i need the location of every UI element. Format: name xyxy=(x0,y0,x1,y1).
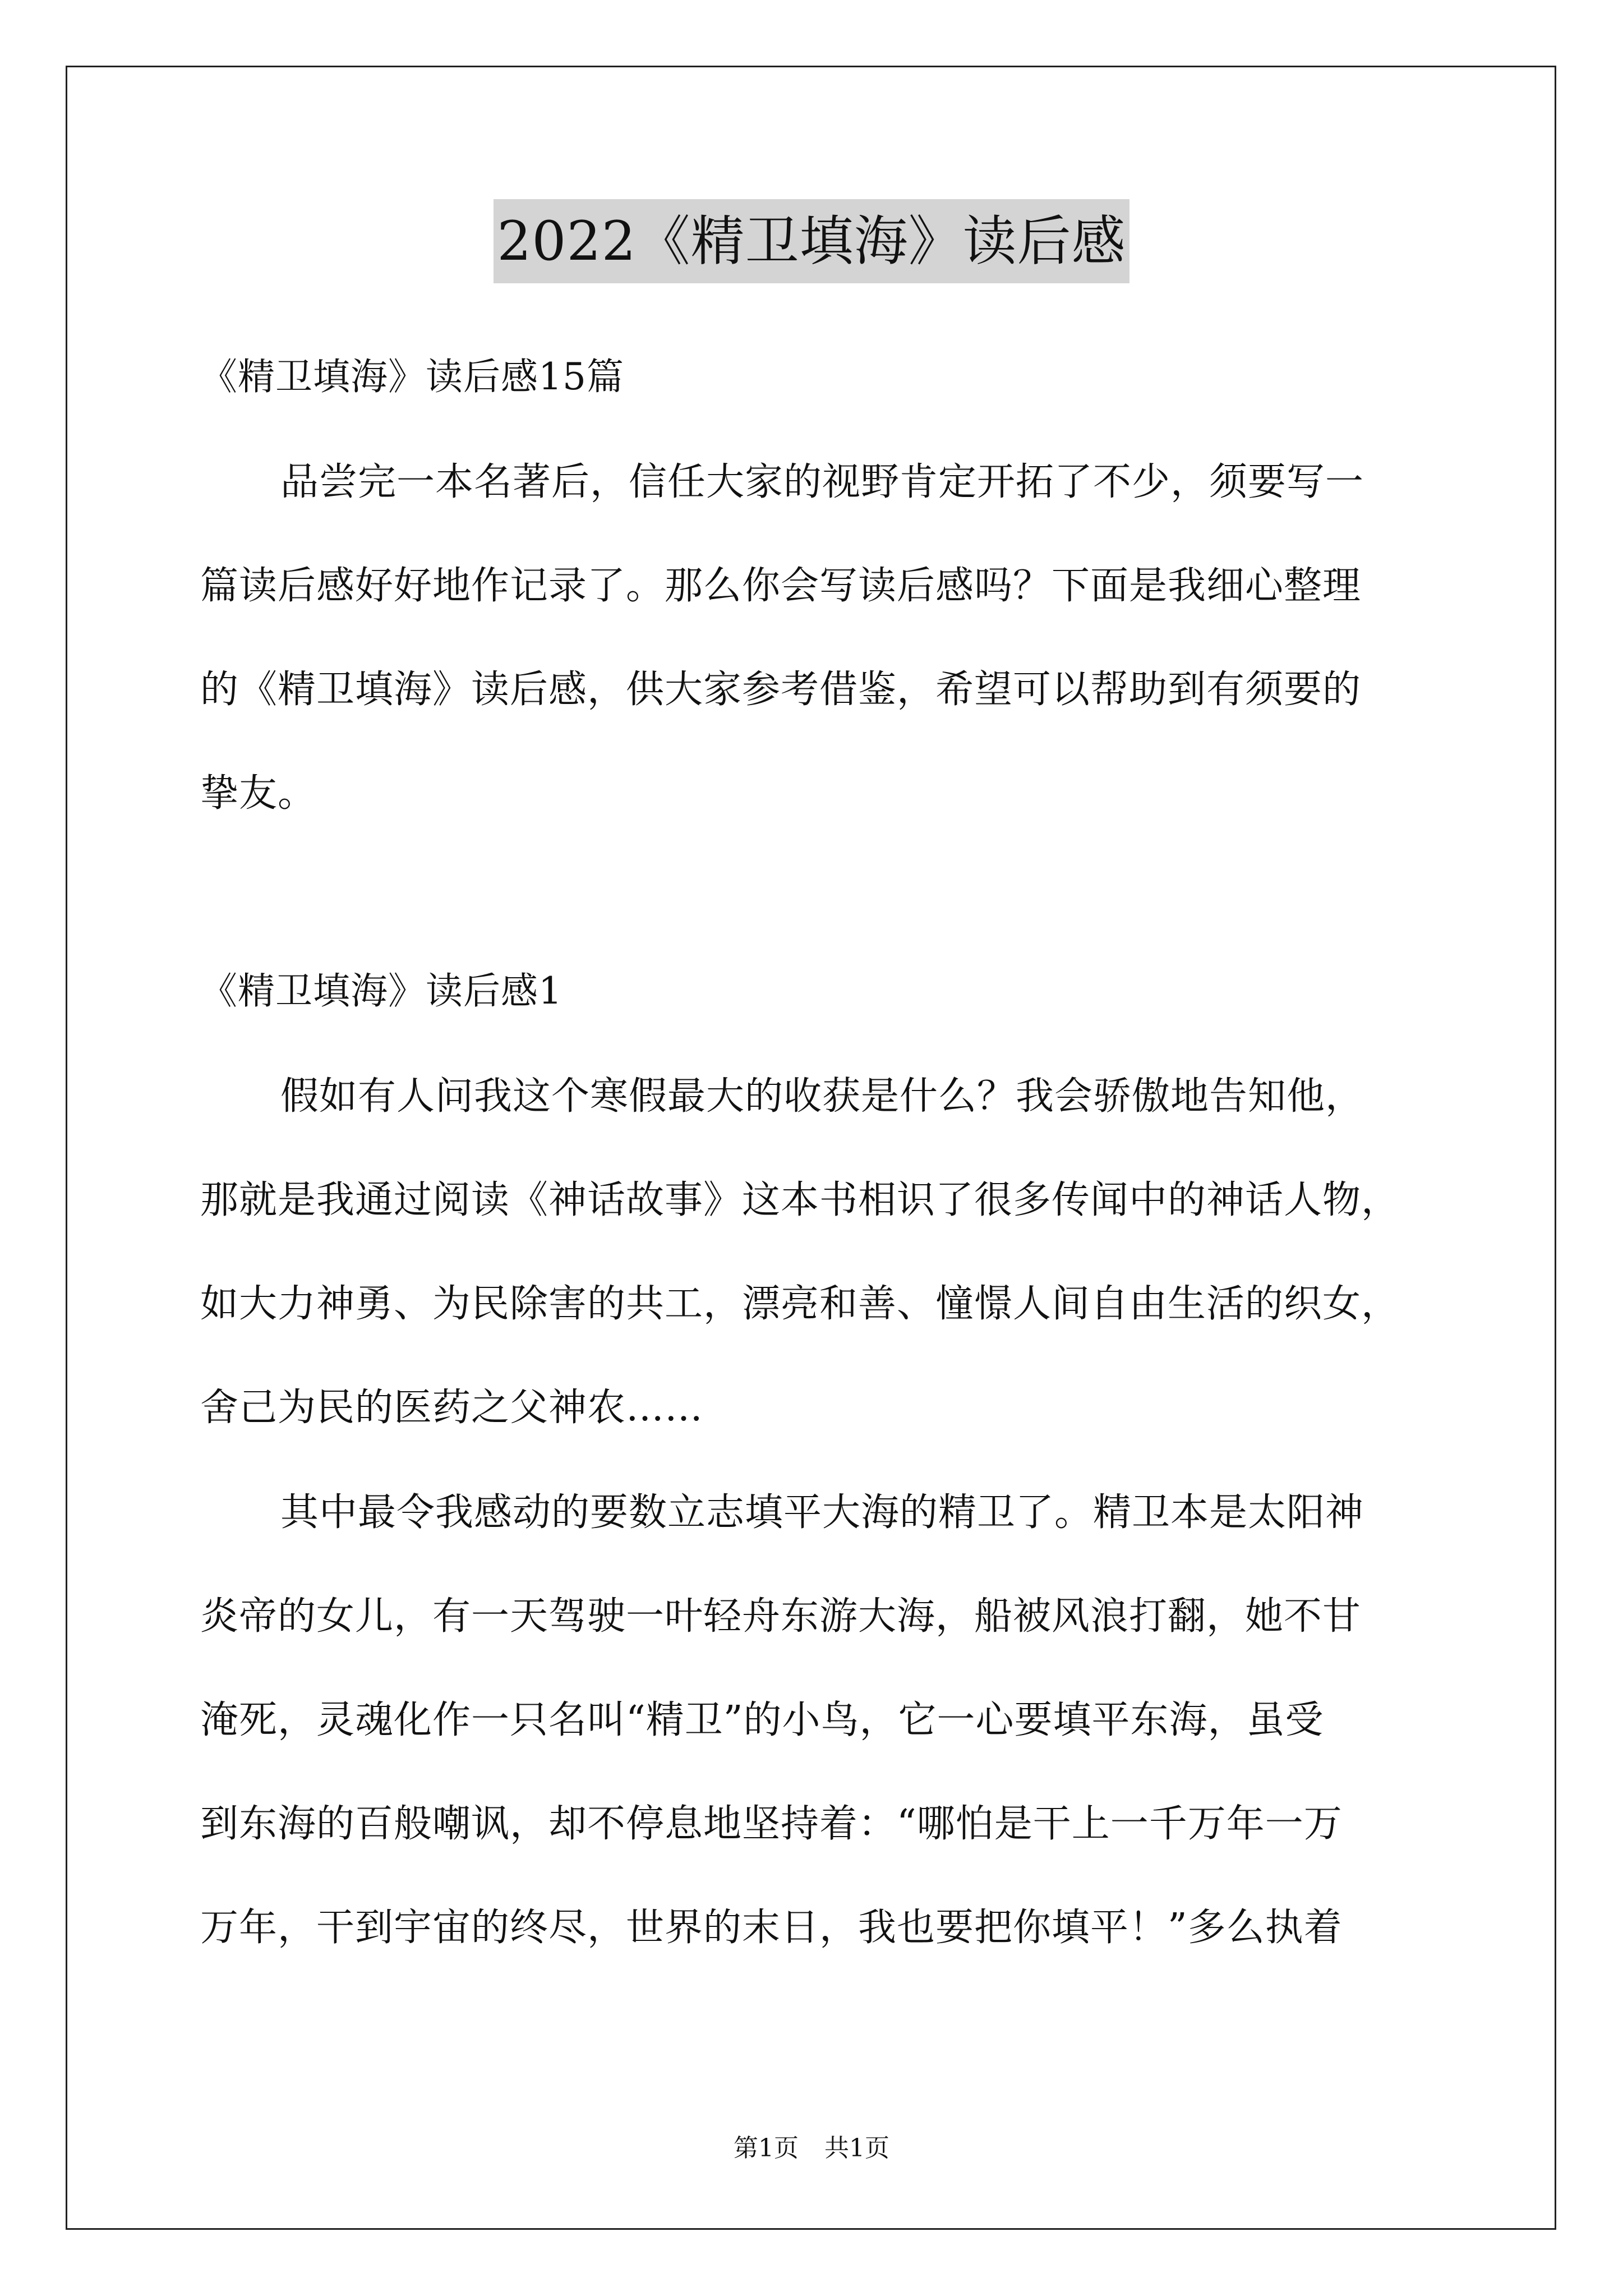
document-subtitle: 《精卫填海》读后感15篇 xyxy=(200,355,624,398)
page-number-total: 共1页 xyxy=(824,2134,889,2162)
paragraph-line: 到东海的百般嘲讽，却不停息地坚持着：“哪怕是干上一千万年一万 xyxy=(200,1802,1343,1846)
intro-line: 品尝完一本名著后，信任大家的视野肯定开拓了不少，须要写一 xyxy=(280,460,1364,504)
section-heading: 《精卫填海》读后感1 xyxy=(200,969,562,1013)
title-block xyxy=(0,199,1623,283)
paragraph-line: 如大力神勇、为民除害的共工，漂亮和善、憧憬人间自由生活的织女， xyxy=(200,1282,1400,1326)
intro-line: 篇读后感好好地作记录了。那么你会写读后感吗？下面是我细心整理 xyxy=(200,564,1362,608)
page-number-current: 第1页 xyxy=(734,2134,799,2162)
paragraph-line: 那就是我通过阅读《神话故事》这本书相识了很多传闻中的神话人物， xyxy=(200,1178,1400,1222)
page-footer xyxy=(0,2132,1623,2165)
paragraph-line: 炎帝的女儿，有一天驾驶一叶轻舟东游大海，船被风浪打翻，她不甘 xyxy=(200,1594,1362,1639)
paragraph-line: 万年，干到宇宙的终尽，世界的末日，我也要把你填平！”多么执着 xyxy=(200,1906,1343,1950)
paragraph-line: 其中最令我感动的要数立志填平大海的精卫了。精卫本是太阳神 xyxy=(280,1490,1364,1535)
paragraph-line: 假如有人问我这个寒假最大的收获是什么？我会骄傲地告知他， xyxy=(280,1074,1364,1119)
document-title: 2022《精卫填海》读后感 xyxy=(494,199,1129,283)
intro-line: 挚友。 xyxy=(200,771,317,816)
intro-line: 的《精卫填海》读后感，供大家参考借鉴，希望可以帮助到有须要的 xyxy=(200,668,1362,712)
paragraph-line: 舍己为民的医药之父神农…… xyxy=(200,1386,704,1430)
paragraph-line: 淹死，灵魂化作一只名叫“精卫”的小鸟，它一心要填平东海，虽受 xyxy=(200,1698,1324,1742)
